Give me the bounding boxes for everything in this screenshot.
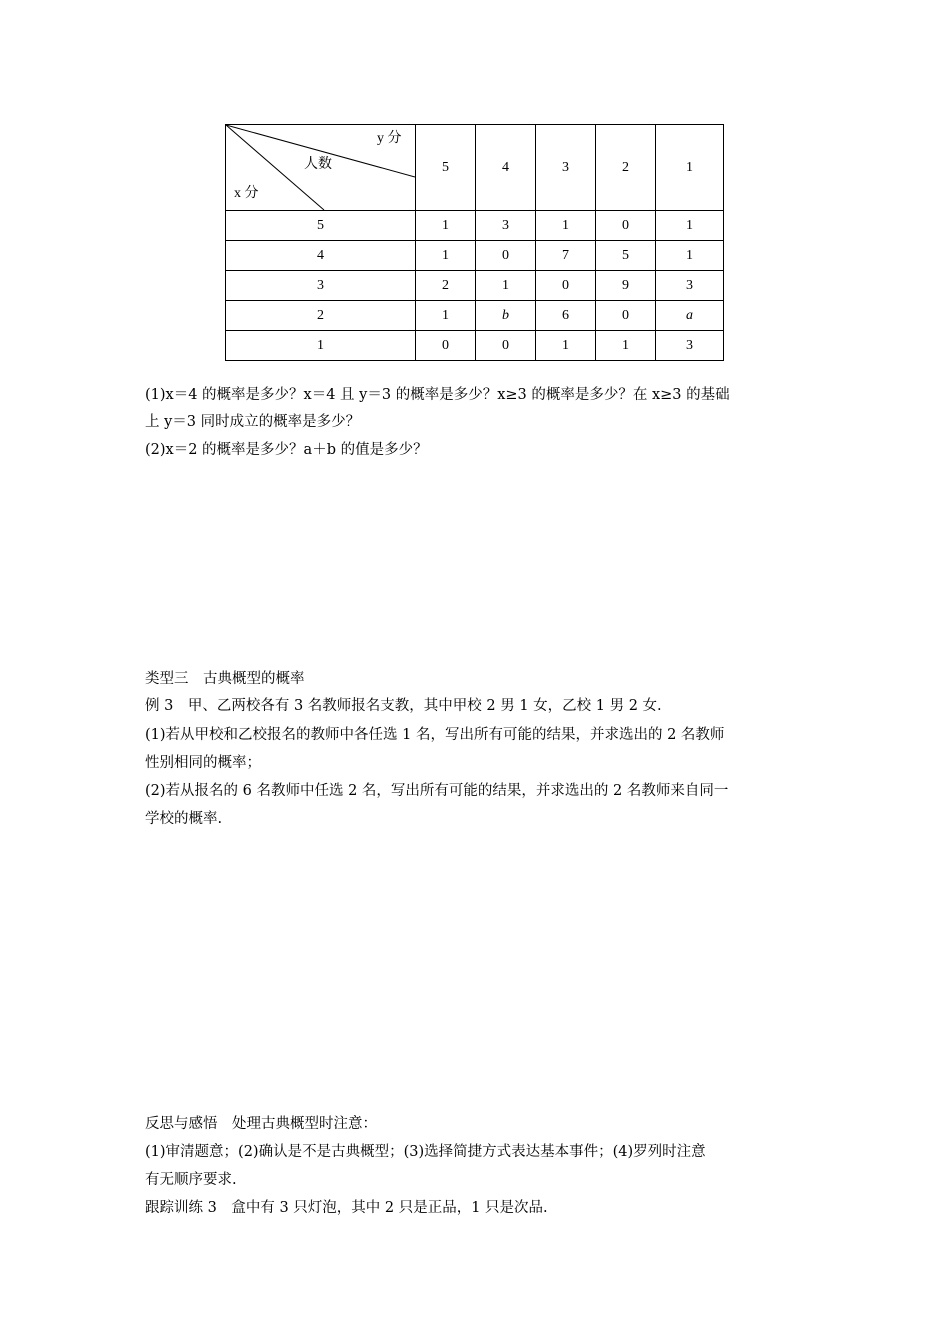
table-cell: 1 [656,241,724,271]
row-header: 5 [226,211,416,241]
example-3-part-1-line-1: (1)若从甲校和乙校报名的教师中各任选 1 名，写出所有可能的结果，并求选出的 2 名教师 [145,727,725,743]
table-cell: 7 [536,241,596,271]
example-3-part-2-line-2: 学校的概率. [145,811,223,827]
table-cell: 3 [656,331,724,361]
question-1-line-2: 上 y＝3 同时成立的概率是多少？ [145,414,361,430]
y-score-label: y 分 [377,131,402,146]
table-cell: 0 [476,241,536,271]
table-row [226,271,724,301]
column-header: 3 [536,125,596,211]
table-row [226,211,724,241]
table-cell: 9 [596,271,656,301]
table-cell: b [476,301,536,331]
table-row [226,301,724,331]
table-cell: 3 [656,271,724,301]
reflection-line-1: (1)审清题意；(2)确认是不是古典概型；(3)选择简捷方式表达基本事件；(4)罗列时注意 [145,1144,706,1160]
table-cell: 1 [416,211,476,241]
table-row [226,241,724,271]
table-cell: 0 [536,271,596,301]
table-corner-cell [226,125,416,211]
row-header: 2 [226,301,416,331]
example-3-part-2-line-1: (2)若从报名的 6 名教师中任选 2 名，写出所有可能的结果，并求选出的 2 名教师来自同一 [145,783,729,799]
table-row [226,331,724,361]
table-cell: 1 [656,211,724,241]
reflection-line-2: 有无顺序要求. [145,1172,237,1188]
table-cell: 1 [536,331,596,361]
x-score-label: x 分 [234,186,259,201]
column-header: 4 [476,125,536,211]
table-cell: 6 [536,301,596,331]
count-label: 人数 [304,157,332,172]
table-header-row [226,125,724,211]
row-header: 1 [226,331,416,361]
table-cell: 1 [476,271,536,301]
column-header: 5 [416,125,476,211]
table-cell: 1 [416,301,476,331]
table-cell: 1 [596,331,656,361]
question-2-line: (2)x＝2 的概率是多少？a＋b 的值是多少？ [145,442,428,458]
table-cell: 0 [596,301,656,331]
table-cell: a [656,301,724,331]
score-table [225,124,724,361]
row-header: 4 [226,241,416,271]
table-cell: 0 [476,331,536,361]
example-3-statement: 例 3 甲、乙两校各有 3 名教师报名支教，其中甲校 2 男 1 女，乙校 1 男 2 女. [145,698,662,714]
table-cell: 1 [536,211,596,241]
table-cell: 3 [476,211,536,241]
table-cell: 2 [416,271,476,301]
row-header: 3 [226,271,416,301]
example-3-part-1-line-2: 性别相同的概率； [145,755,261,771]
tracking-exercise-3: 跟踪训练 3 盒中有 3 只灯泡，其中 2 只是正品，1 只是次品. [145,1200,548,1216]
table-cell: 0 [416,331,476,361]
table-cell: 0 [596,211,656,241]
section-heading: 类型三 古典概型的概率 [145,671,305,687]
table-cell: 1 [416,241,476,271]
question-1-line-1: (1)x＝4 的概率是多少？x＝4 且 y＝3 的概率是多少？x≥3 的概率是多少？在 x≥3 的基础 [145,387,730,403]
reflection-heading: 反思与感悟 处理古典概型时注意： [145,1116,377,1132]
column-header: 1 [656,125,724,211]
column-header: 2 [596,125,656,211]
table-cell: 5 [596,241,656,271]
